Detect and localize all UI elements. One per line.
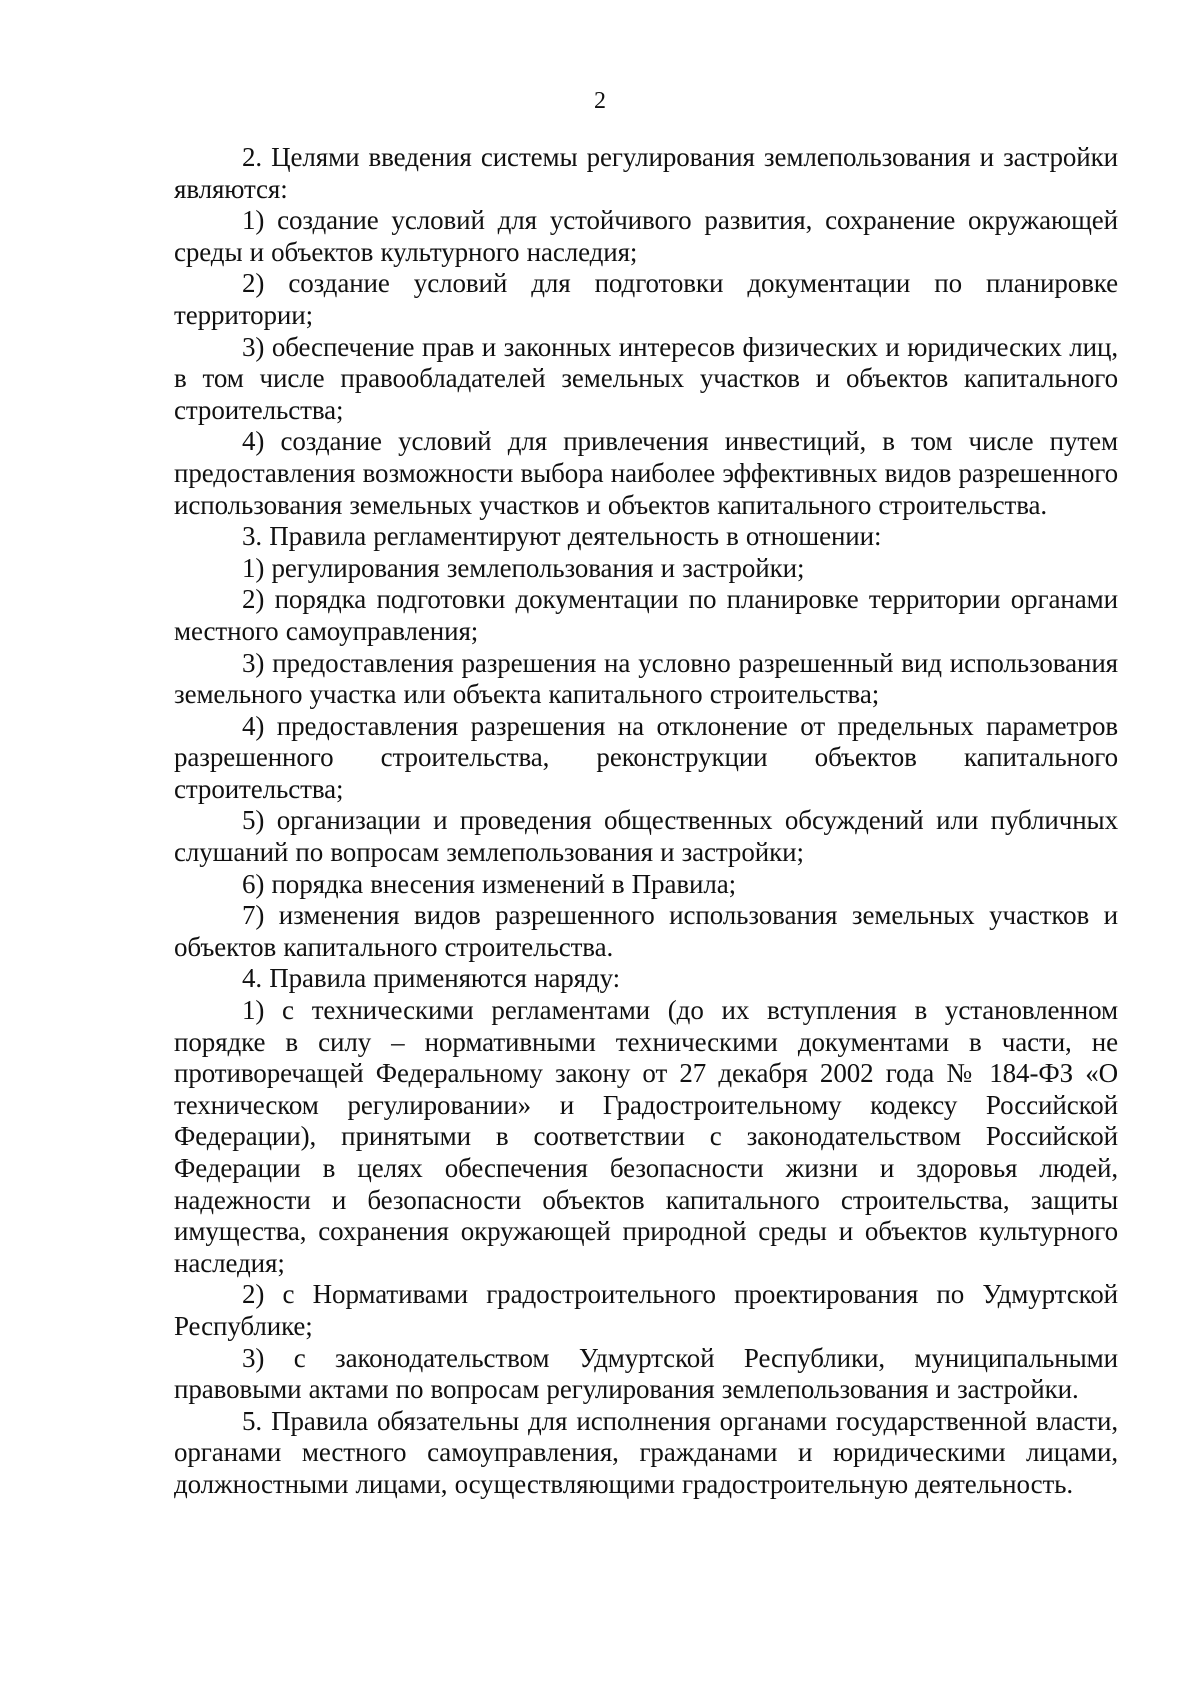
- paragraph-2-goals: 2. Целями введения системы регулирования землепользования и застройки являются:: [174, 142, 1118, 204]
- list-item: 3) предоставления разрешения на условно разрешенный вид использования земельного участка или объекта капитального строительства;: [174, 647, 1118, 710]
- list-item: 4) создание условий для привлечения инвестиций, в том числе путем предоставления возможности выбора наиболее эффективных видов разрешенного использования земельных участков и объектов капитального строительства.: [174, 426, 1118, 520]
- list-item: 6) порядка внесения изменений в Правила;: [242, 868, 736, 899]
- paragraph-4-application: 4. Правила применяются наряду:: [242, 963, 621, 994]
- page-number: 2: [594, 88, 606, 114]
- list-item: 2) с Нормативами градостроительного проектирования по Удмуртской Республике;: [174, 1279, 1118, 1341]
- list-item: 1) создание условий для устойчивого развития, сохранение окружающей среды и объектов культурного наследия;: [174, 205, 1118, 267]
- paragraph-5-obligation: 5. Правила обязательны для исполнения органами государственной власти, органами местного самоуправления, гражданами и юридическими лицами, должностными лицами, осуществляющими градостроительную деятельность.: [174, 1405, 1118, 1499]
- list-item: 2) создание условий для подготовки документации по планировке территории;: [174, 268, 1118, 330]
- list-item: 4) предоставления разрешения на отклонение от предельных параметров разрешенного строительства, реконструкции объектов капитального строительства;: [174, 710, 1118, 804]
- list-item: 7) изменения видов разрешенного использования земельных участков и объектов капитального строительства.: [174, 900, 1118, 962]
- list-item: 1) регулирования землепользования и застройки;: [242, 552, 805, 583]
- document-body: [174, 142, 1118, 1501]
- list-item: 3) с законодательством Удмуртской Республики, муниципальными правовыми актами по вопросам регулирования землепользования и застройки.: [174, 1342, 1118, 1405]
- list-item: 5) организации и проведения общественных обсуждений или публичных слушаний по вопросам землепользования и застройки;: [174, 805, 1118, 868]
- list-item: 1) с техническими регламентами (до их вступления в установленном порядке в силу – нормативными техническими документами в части, не противоречащей Федеральному закону от 27 декабря 2002 года № 184-ФЗ «О техническом регулировании» и Градостроительному кодексу Российской Федерации), принятыми в соответствии с законодательством Российской Федерации в целях обеспечения безопасности жизни и здоровья людей, надежности и безопасности объектов капитального строительства, защиты имущества, сохранения окружающей природной среды и объектов культурного наследия;: [174, 995, 1118, 1278]
- list-item: 3) обеспечение прав и законных интересов физических и юридических лиц, в том числе правообладателей земельных участков и объектов капитального строительства;: [174, 331, 1118, 425]
- list-item: 2) порядка подготовки документации по планировке территории органами местного самоуправления;: [174, 584, 1118, 646]
- paragraph-3-regulation: 3. Правила регламентируют деятельность в отношении:: [242, 521, 882, 552]
